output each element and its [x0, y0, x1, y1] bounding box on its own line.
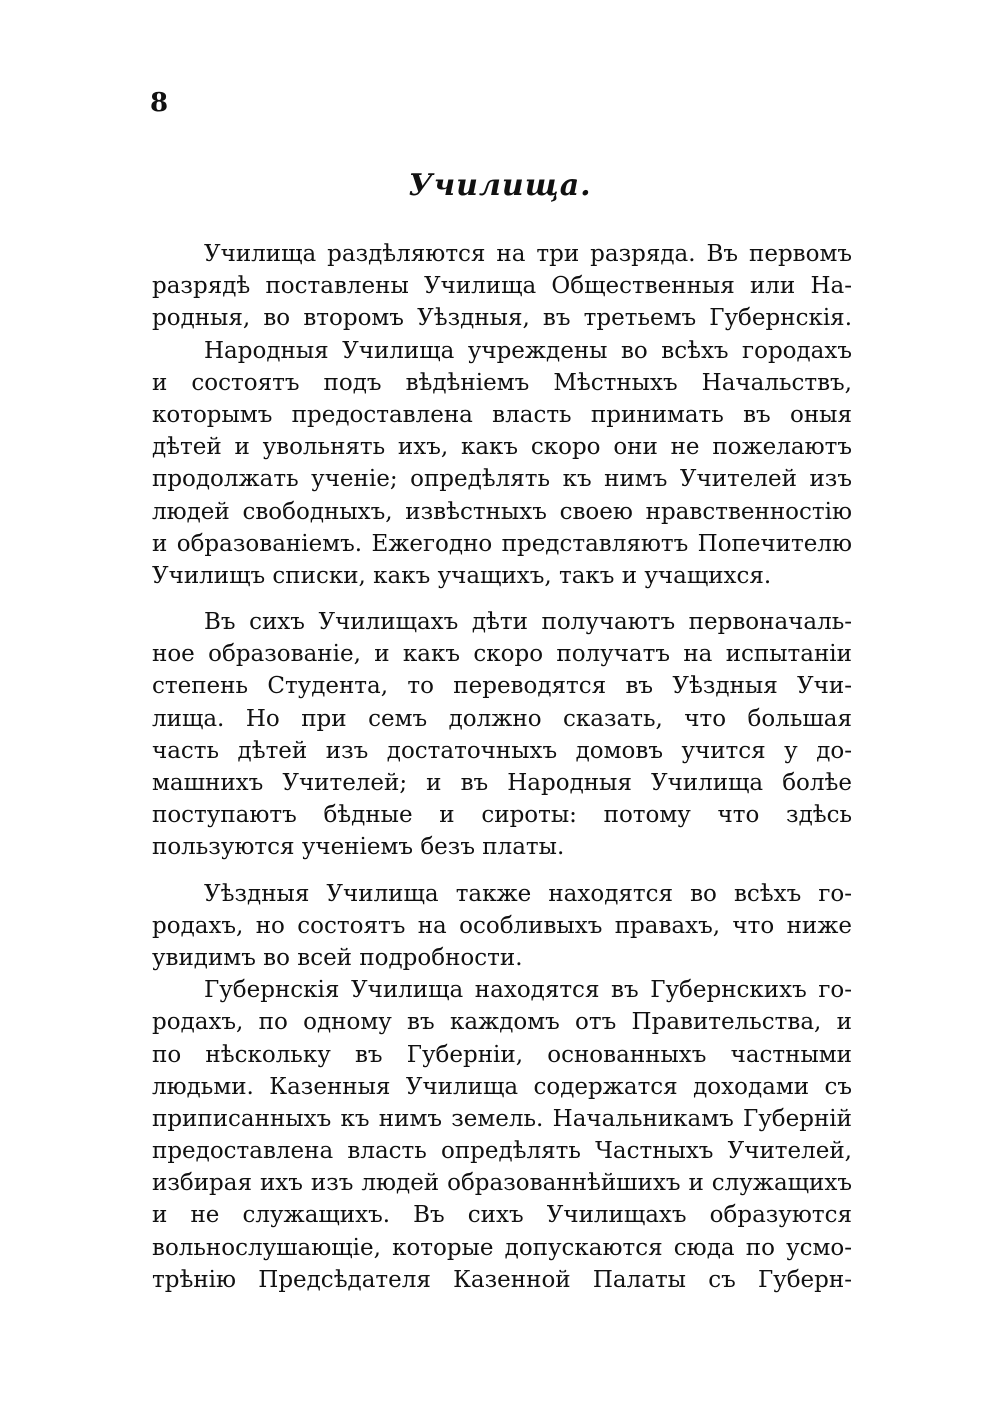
text-line: Въ сихъ Училищахъ дѣти получаютъ первоначаль-	[204, 609, 852, 636]
text-line: поступаютъ бѣдные и сироты: потому что здѣсь	[152, 802, 852, 829]
text-line: увидимъ во всей подробности.	[152, 944, 523, 971]
paragraph-5	[152, 974, 852, 1296]
text-line: Училища раздѣляются на три разряда. Въ первомъ	[204, 241, 852, 267]
text-line: которымъ предоставлена власть принимать въ оныя	[152, 401, 852, 428]
text-line: по нѣскольку въ Губерніи, основанныхъ частными	[152, 1041, 852, 1068]
text-line: пользуются ученіемъ безъ платы.	[152, 834, 565, 861]
text-line: продолжать ученіе; опредѣлять къ нимъ Учителей изъ	[152, 466, 852, 493]
text-line: разрядѣ поставлены Училища Общественныя или На-	[152, 273, 852, 300]
text-line: Училищъ списки, какъ учащихъ, такъ и учащихся.	[152, 562, 772, 589]
text-line: родахъ, по одному въ каждомъ отъ Правительства, и	[152, 1009, 852, 1036]
text-line: людьми. Казенныя Училища содержатся доходами съ	[152, 1073, 852, 1100]
text-line: родахъ, но состоятъ на особливыхъ правахъ, что ниже	[152, 912, 852, 939]
page-number: 8	[150, 88, 169, 118]
text-line: предоставлена власть опредѣлять Частныхъ Учителей,	[152, 1138, 852, 1165]
text-line: приписанныхъ къ нимъ земель. Начальникамъ Губерній	[152, 1105, 852, 1132]
text-line: лища. Но при семъ должно сказать, что большая	[152, 705, 852, 732]
text-line: машнихъ Учителей; и въ Народныя Училища болѣе	[152, 770, 852, 796]
text-line: часть дѣтей изъ достаточныхъ домовъ учится у до-	[152, 737, 852, 764]
text-line: вольнослушающіе, которые допускаются сюда по усмо-	[152, 1234, 852, 1261]
text-line: степень Студента, то переводятся въ Уѣздныя Учи-	[152, 673, 852, 700]
text-line: и не служащихъ. Въ сихъ Училищахъ образуются	[152, 1202, 852, 1229]
text-line: Народныя Училища учреждены во всѣхъ городахъ	[204, 337, 852, 364]
text-line: ное образованіе, и какъ скоро получатъ на испытаніи	[152, 641, 852, 668]
paragraph-3	[152, 606, 852, 864]
text-line: дѣтей и увольнять ихъ, какъ скоро они не пожелаютъ	[152, 434, 852, 461]
text-line: и образованіемъ. Ежегодно представляютъ Попечителю	[152, 530, 852, 557]
text-line: трѣнію Предсѣдателя Казенной Палаты съ Губерн-	[152, 1266, 852, 1293]
paragraph-4	[152, 878, 852, 975]
text-line: Губернскія Училища находятся въ Губернскихъ го-	[204, 977, 852, 1004]
text-line: Уѣздныя Училища также находятся во всѣхъ го-	[204, 880, 852, 907]
text-line: и состоятъ подъ вѣдѣніемъ Мѣстныхъ Начальствъ,	[152, 369, 852, 396]
text-line: избирая ихъ изъ людей образованнѣйшихъ и служащихъ	[152, 1170, 852, 1197]
body-text	[152, 238, 852, 1296]
section-heading: Училища.	[408, 168, 592, 203]
paragraph-2	[152, 335, 852, 593]
paragraph-1	[152, 238, 852, 335]
text-line: родныя, во второмъ Уѣздныя, въ третьемъ Губернскія.	[152, 305, 852, 332]
text-line: людей свободныхъ, извѣстныхъ своею нравственностію	[152, 498, 852, 525]
